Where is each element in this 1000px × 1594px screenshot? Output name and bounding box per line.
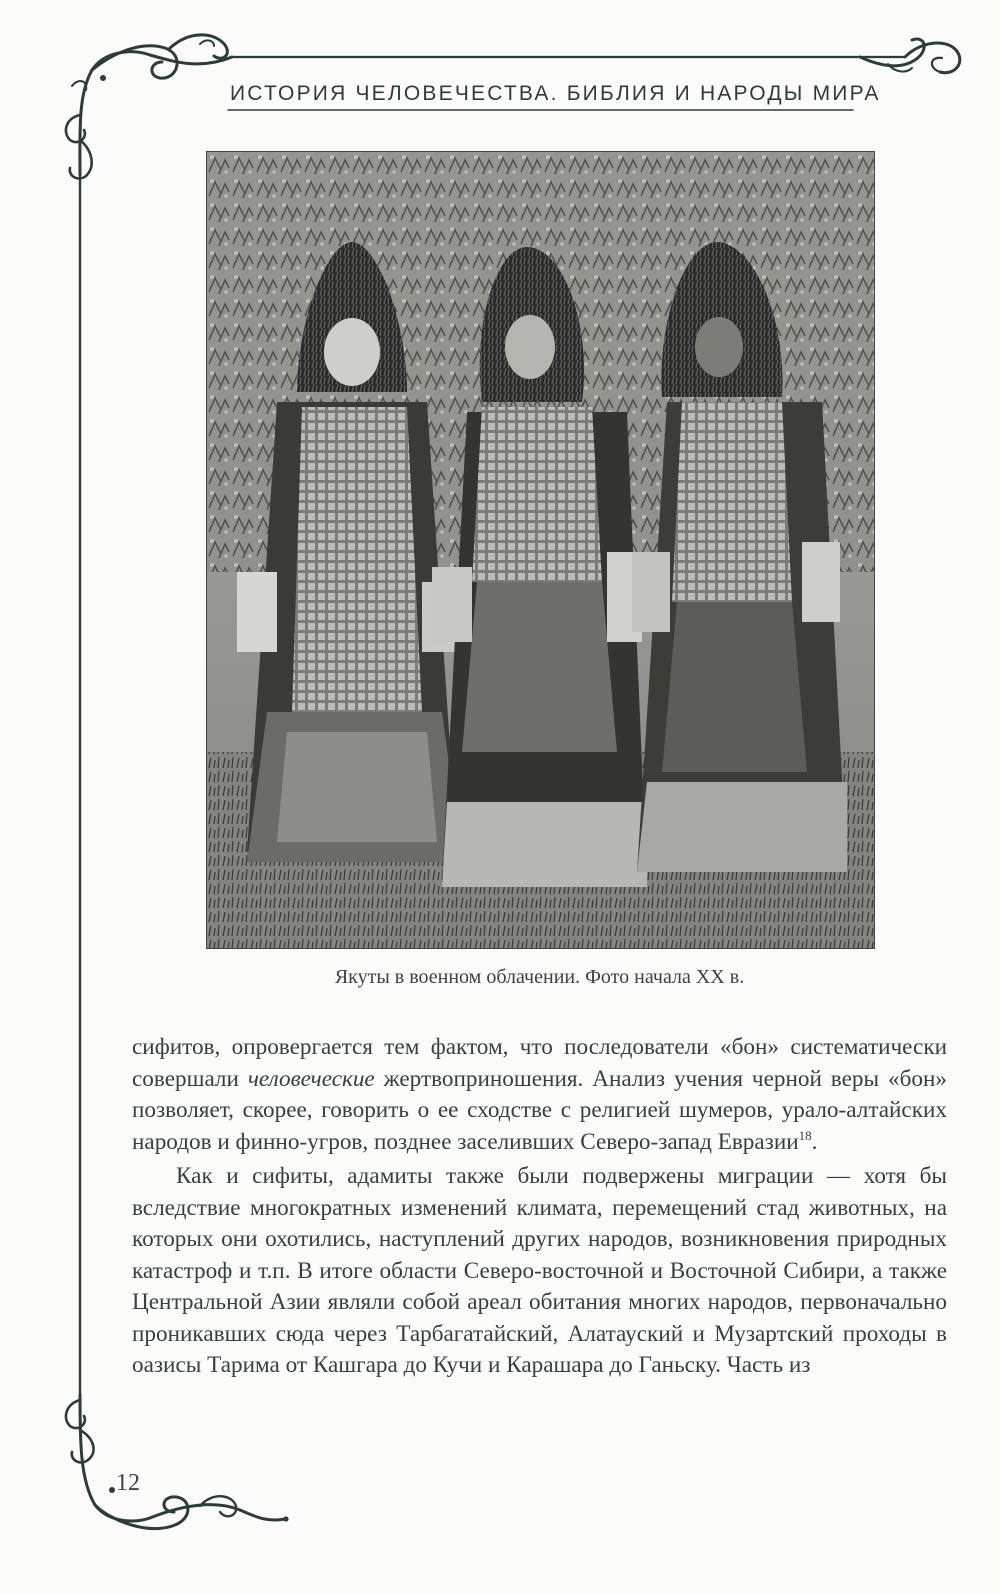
- top-right-flourish: [860, 39, 960, 73]
- page-number: 12: [116, 1470, 140, 1496]
- historical-photo: [206, 151, 875, 949]
- running-header: ИСТОРИЯ ЧЕЛОВЕЧЕСТВА. БИБЛИЯ И НАРОДЫ МИРА: [230, 82, 881, 105]
- paragraph-2: Как и сифиты, адамиты также были подвержены миграции — хотя бы вследствие многократных изменений климата, перемещений стад животных, на которых они охотились, наступлений других народов, возникновения природных катастроф и т.п. В итоге области Северо-восточной и Восточной Сибири, а также Центральной Азии являли собой ареал обитания многих народов, первоначально проникавших сюда через Тарбагатайский, Алатауский и Музартский проходы в оазисы Тарима от Кашгара до Кучи и Карашара до Ганьску. Часть из: [132, 1163, 947, 1378]
- paragraph-1-text-a: сифитов, опровергается тем фактом, что последователи «бон» систематически совершали: [132, 1034, 947, 1092]
- bottom-left-flourish: [66, 1395, 289, 1528]
- paragraph-1: [132, 1032, 947, 1158]
- footnote-marker[interactable]: 18: [798, 1127, 812, 1143]
- paragraph-1-end: .: [811, 1128, 818, 1155]
- paragraph-1-text-b: жертвоприношения. Анализ учения черной веры «бон» позволяет, скорее, говорить о ее сходстве с религией шумеров, урало-алтайских народов и финно-угров, позднее заселивших Северо-запад Евразии: [132, 1065, 947, 1155]
- photo-caption: Якуты в военном облачении. Фото начала XX в.: [334, 966, 745, 988]
- photo-illustration: [207, 152, 874, 948]
- body-text: [132, 1032, 947, 1382]
- paragraph-1-emphasis: человеческие: [247, 1065, 375, 1092]
